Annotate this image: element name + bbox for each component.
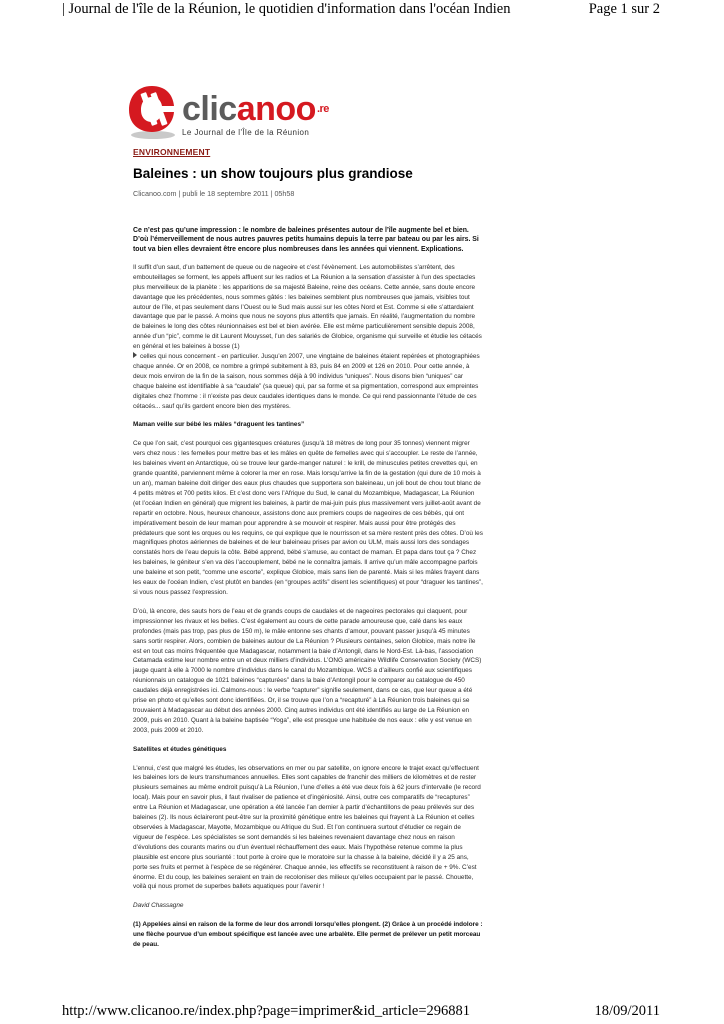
logo-wordmark [182, 90, 329, 129]
article-byline: Clicanoo.com | publi le 18 septembre 2011 | 05h58 [133, 189, 295, 198]
clicanoo-logo[interactable] [126, 82, 356, 144]
triangle-bullet-icon [133, 352, 137, 358]
logo-tagline: Le Journal de l'Île de la Réunion [182, 128, 310, 137]
article-title: Baleines : un show toujours plus grandiose [133, 166, 413, 181]
article-paragraph: L’ennui, c’est que malgré les études, les observations en mer ou par satellite, on ignore encore le trajet exact qu’effectuent les baleines lors de leurs transhumances annuelles. Elles sont capables de franchir des milliers de kilomètres et de rester plusieurs semaines au même endroit puisqu’à La Réunion, l’une d’elles a été vue deux fois à 62 jours d’intervalle (le record local). Mais pour en savoir plus, il faut rivaliser de patience et d’ingéniosité. Ainsi, outre ces comparatifs de “recaptures” entre La Réunion et Madagascar, une opération a été lancée l’an dernier à partir d’échantillons de peau prélevés sur des baleines (2). Ils nous éclaireront peut-être sur la proximité génétique entre les baleines qui frayent à La Réunion et celles observées à Madagascar, Mayotte, Mozambique ou Afrique du Sud. Et l’on continuera surtout d’étudier ce regain de vigueur de l’espèce. Les spécialistes se sont demandés si les baleines revenaient davantage chez nous en raison d’évolutions des courants marins ou d’un éventuel réchauffement des eaux. Mais l’hypothèse retenue comme la plus plausible est encore plus sourianté : tout porte à croire que le moratoire sur la chasse à la baleine, décidé il y a 25 ans, porte ses fruits et permet à l’espèce de se régénérer. Chaque année, les effectifs se reconstituent à raison de + 9%. C’est énorme. Et du coup, les baleines seraient en train de recoloniser des milieux qu’elles occupaient par le passé. Chouette, voilà qui nous promet de superbes ballets aquatiques pour l’avenir ! [133, 764, 481, 891]
logo-word-suffix: .re [316, 103, 329, 115]
article-paragraph: Ce que l’on sait, c’est pourquoi ces gigantesques créatures (jusqu’à 18 mètres de long pour 35 tonnes) viennent migrer vers chez nous : les femelles pour mettre bas et les mâles en quête de femelles avec qui s’accoupler. Le reste de l’année, les baleines vivent en Antarctique, où se trouve leur garde-manger naturel : le krill, de minuscules petites crevettes qui, en grande quantité, parviennent même à colorer la mer en rose. Mais lorsqu’arrive la fin de la gestation (qui dure de 10 mois à un an), maman baleine doit diriger des eaux plus chaudes que supportera son baleineau, un joli bout de chou tout blanc de 4 petits mètres et 700 petits kilos. Et c’est donc vers l’Afrique du Sud, le canal du Mozambique, Madagascar, La Réunion (et l’océan Indien en général) que migrent les baleines, à partir de mai-juin puis plus massivement vers juillet-août avant de repartir en octobre. Nous, heureux chanceux, assistons donc aux premiers coups de nageoires de ces bébés, qui ont impérativement besoin de leur maman pour apprendre à se mouvoir et respirer. Mais aussi pour être protégés des prédateurs que sont les orques ou les requins, ce qui explique que le nourrisson et sa mère restent près des côtes. D’où les magnifiques photos aériennes de baleines et de leur baleineau prises par avion ou ULM, mais aussi lors des sondages constatés hors de l’eau depuis la côte. Bébé apprend, bébé s’amuse, au contact de maman. Et papa dans tout ça ? Chez les baleines, le géniteur s’en va dès l’accouplement, bébé ne le connaîtra jamais. Il arrive qu’un mâle accompagne parfois une baleine et son petit, “comme une escorte”, explique Globice, mais sans lien de parenté. Mais si les mâles frayent dans les eaux de l’océan Indien, c’est plutôt en bandes (en “groupes actifs” disent les scientifiques) et pour “draguer les tantines”, si vous nous passez l’expression. [133, 440, 483, 596]
article-body [133, 226, 483, 959]
article-paragraph: D’où, là encore, des sauts hors de l’eau et de grands coups de caudales et de nageoires pectorales qui claquent, pour impressionner les rivaux et les belles. C’est également au cours de cette parade amoureuse que, calé dans les eaux profondes (mais pas trop, pas plus de 150 m), le mâle entonne ses chants d’amour, pouvant passer jusqu’à 45 minutes sans sortir respirer. Alors, combien de baleines autour de La Réunion ? Plusieurs centaines, selon Globice, mais notre île est en tout cas moins fréquentée que Madagascar, notamment la baie d’Antongil, dans le Nord-Est. Là-bas, l’association Cetamada estime leur nombre entre un et deux milliers d’individus. L’ONG américaine Wildlife Conservation Society (WCS) jauge quant à elle à 7000 le nombre d’individus dans le canal du Mozambique. WCS a d’ailleurs confié aux scientifiques réunionnais un catalogue de 1021 baleines “capturées” dans la baie d’Antongil pour le comparer au catalogue de 450 caudales déjà enregistrées ici. Calmons-nous : le verbe “capturer” signifie seulement, dans ce cas, que leur queue a été prise en photo et qu’elles sont donc identifiées. Or, il se trouve que l’on a “recapturé” à La Réunion trois baleines qui se trouvaient à Madagascar au début des années 2000. Cinq autres individus ont été identifiés au large de La Réunion en 2009, puis en 2010. Quant à la baleine baptisée “Yoga”, elle est presque une habituée de nos eaux : elle y est venue en 2003, puis 2009 et 2010. [133, 607, 482, 734]
article-author: David Chassagne [133, 902, 184, 910]
article-paragraph-text: Il suffit d’un saut, d’un battement de queue ou de nageoire et c’est l’évènement. Les automobilistes s’arrêtent, des embouteillages se forment, les appels affluent sur les radios et La Réunion a la sensation d’assister à l’un des spectacles plus merveilleux de la planète : les apparitions de sa majesté Baleine, reine des océans. Cette année, sans doute encore davantage que les précédentes, nous sommes gâtés : les baleines semblent plus nombreuses que jamais, visibles tout autour de l’île, et pas seulement dans l’Ouest ou le Sud mais aussi sur les côtes Nord et Est. Comme si elle s’attardaient davantage que par le passé. A moins que nous ne soyons plus attentifs que jamais. En réalité, l’augmentation du nombre de baleines le long des côtes réunionnaises est bel et bien avérée. Elle est même particulièrement sensible depuis 2008, année d’un “pic”, comme le dit Laurent Mouysset, l’un des salariés de Globice, organisme qui surveille et étudie les cétacés en général et les baleines à bosse (1) [133, 263, 482, 351]
article-paragraph [133, 263, 483, 412]
article-paragraph-continuation: celles qui nous concernent - en particulier. Jusqu’en 2007, une vingtaine de baleines étaient repérées et photographiées chaque année. Or en 2008, ce nombre a grimpé subitement à 83, puis 84 en 2009 et 126 en 2010. Pour cette année, à deux mois environ de la fin de la saison, nous sommes déjà à 90 individus “uniques”. Nous disons bien “uniques” car chaque baleine est identifiable à sa “caudale” (sa queue) qui, par sa forme et sa pigmentation, correspond aux empreintes digitales chez l’homme : il n’existe pas deux caudales identiques dans le monde. Ce qui rend passionnante l’étude de ces cétacés... sauf qu’ils gardent encore bien des mystères. [133, 353, 480, 410]
logo-word-highlight: anoo [236, 90, 316, 128]
section-link[interactable]: ENVIRONNEMENT [133, 147, 211, 157]
article-lead: Ce n’est pas qu’une impression : le nombre de baleines présentes autour de l’île augmente bel et bien. D’où l’émerveillement de nous autres pauvres petits humains depuis la terre par bateau ou par les airs. Si tout va bien elles devraient être encore plus nombreuses dans les années qui viennent. Explications. [133, 227, 479, 253]
logo-word-prefix: clic [182, 90, 237, 128]
print-header-title: | Journal de l'île de la Réunion, le quotidien d'information dans l'océan Indien [62, 1, 511, 17]
print-footer-url: http://www.clicanoo.re/index.php?page=imprimer&id_article=296881 [62, 1003, 471, 1019]
clicanoo-logo-icon [126, 82, 178, 142]
print-footer-date: 18/09/2011 [594, 1003, 660, 1019]
print-header-page-number: Page 1 sur 2 [588, 1, 660, 17]
article-footnotes: (1) Appelées ainsi en raison de la forme de leur dos arrondi lorsqu’elles plongent. (2) Grâce à un procédé indolore : une flèche pourvue d’un embout spécifique est lancée avec une arbalète. Elle permet de prélever un petit morceau de peau. [133, 921, 483, 949]
article-subheading: Satellites et études génétiques [133, 745, 227, 753]
article-subheading: Maman veille sur bébé les mâles “draguent les tantines” [133, 421, 305, 429]
